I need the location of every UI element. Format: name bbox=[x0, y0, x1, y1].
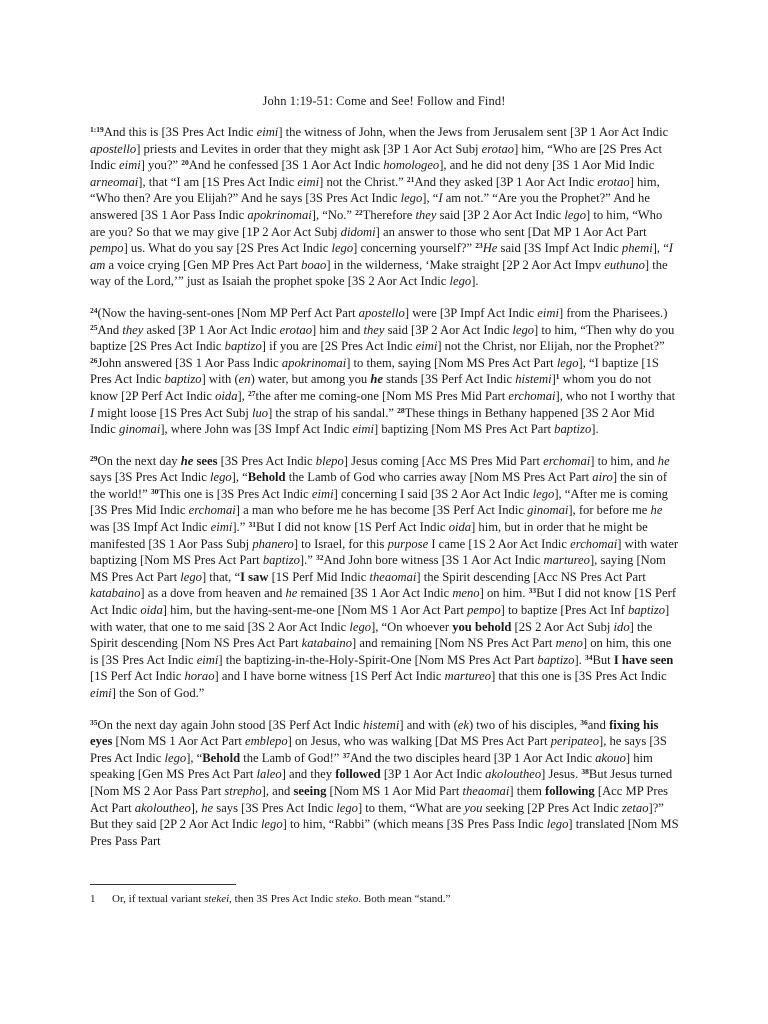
footnote-text-a: Or, if textual variant bbox=[112, 893, 205, 905]
footnote-term-steko: steko bbox=[335, 893, 359, 905]
footnote-text-c: , then 3S Pres Act Indic bbox=[229, 893, 336, 905]
footnote-number: 1 bbox=[90, 893, 96, 905]
paragraph-2: $^{24}$(Now the having-sent-ones [Nom MP Perf Act Part apostello] were [3P Impf Act Indic eimi] from the Pharisees.) $^{25}$And they asked [3P 1 Aor Act Indic erotao] him and they said [3P 2 Aor Act Indic lego] to him, “Then why do you baptize [2S Pres Act Indic baptizo] if you are [2S Pres Act Indic eimi] not the Christ, nor Elijah, nor the Prophet?” $^{26}$John answered [3S 1 Aor Pass Indic apokrinomai] to them, saying [Nom MS Pres Act Part lego], “I baptize [1S Pres Act Indic baptizo] with (en) water, but among you he stands [3S Perf Act Indic histemi]$^1$ whom you do not know [2P Perf Act Indic oida], $^{27}$the after me coming-one [Nom MS Pres Mid Part erchomai], who not I worthy that I might loose [1S Pres Act Subj luo] the strap of his sandal.” $^{28}$These things in Bethany happened [3S 2 Aor Mid Indic ginomai], where John was [3S Impf Act Indic eimi] baptizing [Nom MS Pres Act Part baptizo]. bbox=[90, 305, 676, 437]
footnote-text-e: . Both mean “stand.” bbox=[358, 893, 451, 905]
paragraph-1: $^{1:19}$And this is [3S Pres Act Indic eimi] the witness of John, when the Jews from Jerusalem sent [3P 1 Aor Act Indic apostello] priests and Levites in order that they might ask [3P 1 Aor Act Subj erotao] him, “Who are [2S Pres Act Indic eimi] you?” $^{20}$And he confessed [3S 1 Aor Act Indic homologeo], and he did not deny [3S 1 Aor Mid Indic arneomai], that “I am [1S Pres Act Indic eimi] not the Christ.” $^{21}$And they asked [3P 1 Aor Act Indic erotao] him, “Who then? Are you Elijah?” And he says [3S Pres Act Indic lego], “I am not.” “Are you the Prophet?” And he answered [3S 1 Aor Pass Indic apokrinomai], “No.” $^{22}$Therefore they said [3P 2 Aor Act Indic lego] to him, “Who are you? So that we may give [1P 2 Aor Act Subj didomi] an answer to those who sent [Dat MP 1 Aor Act Part pempo] us. What do you say [2S Pres Act Indic lego] concerning yourself?” $^{23}$He said [3S Impf Act Indic phemi], “I am a voice crying [Gen MP Pres Act Part boao] in the wilderness, ‘Make straight [2P 2 Aor Act Impv euthuno] the way of the Lord,’” just as Isaiah the prophet spoke [3S 2 Aor Act Indic lego]. bbox=[90, 125, 673, 289]
paragraph-4: $^{35}$On the next day again John stood [3S Perf Act Indic histemi] and with (ek) two of his disciples, $^{36}$and fixing his eyes [Nom MS 1 Aor Act Part emblepo] on Jesus, who was walking [Dat MS Pres Act Part peripateo], he says [3S Pres Act Indic lego], “Behold the Lamb of God!” $^{37}$And the two disciples heard [3P 1 Aor Act Indic akouo] him speaking [Gen MS Pres Act Part laleo] and they followed [3P 1 Aor Act Indic akoloutheo] Jesus. $^{38}$But Jesus turned [Nom MS 2 Aor Pass Part strepho], and seeing [Nom MS 1 Aor Mid Part theaomai] them following [Acc MP Pres Act Part akoloutheo], he says [3S Pres Act Indic lego] to them, “What are you seeking [2P Pres Act Indic zetao]?” But they said [2P 2 Aor Act Indic lego] to him, “Rabbi” (which means [3S Pres Pass Indic lego] translated [Nom MS Pres Pass Part bbox=[90, 717, 679, 848]
footnote-term-stekei: stekei bbox=[204, 893, 230, 905]
footnote-divider bbox=[90, 884, 236, 885]
page-title: John 1:19-51: Come and See! Follow and Find! bbox=[262, 94, 506, 108]
document-body bbox=[90, 124, 680, 864]
paragraph-3: $^{29}$On the next day he sees [3S Pres Act Indic blepo] Jesus coming [Acc MS Pres Mid Part erchomai] to him, and he says [3S Pres Act Indic lego], “Behold the Lamb of God who carries away [Nom MS Pres Act Part airo] the sin of the world!” $^{30}$This one is [3S Pres Act Indic eimi] concerning I said [3S 2 Aor Act Indic lego], “After me is coming [3S Pres Mid Indic erchomai] a man who before me he has become [3S Perf Act Indic ginomai], for before me he was [3S Impf Act Indic eimi].” $^{31}$But I did not know [1S Perf Act Indic oida] him, but in order that he might be manifested [3S 1 Aor Pass Subj phanero] to Israel, for this purpose I came [1S 2 Aor Act Indic erchomai] with water baptizing [Nom MS Pres Act Part baptizo].” $^{32}$And John bore witness [3S 1 Aor Act Indic martureo], saying [Nom MS Pres Act Part lego] that, “I saw [1S Perf Mid Indic theaomai] the Spirit descending [Acc NS Pres Act Part katabaino] as a dove from heaven and he remained [3S 1 Aor Act Indic meno] on him. $^{33}$But I did not know [1S Perf Act Indic oida] him, but the having-sent-me-one [Nom MS 1 Aor Act Part pempo] to baptize [Pres Act Inf baptizo] with water, that one to me said [3S 2 Aor Act Indic lego], “On whoever you behold [2S 2 Aor Act Subj ido] the Spirit descending [Nom NS Pres Act Part katabaino] and remaining [Nom NS Pres Act Part meno] on him, this one is [3S Pres Act Indic eimi] the baptizing-in-the-Holy-Spirit-One [Nom MS Pres Act Part baptizo]. $^{34}$But I have seen [1S Perf Act Indic horao] and I have borne witness [1S Perf Act Indic martureo] that this one is [3S Pres Act Indic eimi] the Son of God.” bbox=[90, 453, 679, 700]
footnote bbox=[90, 892, 690, 906]
